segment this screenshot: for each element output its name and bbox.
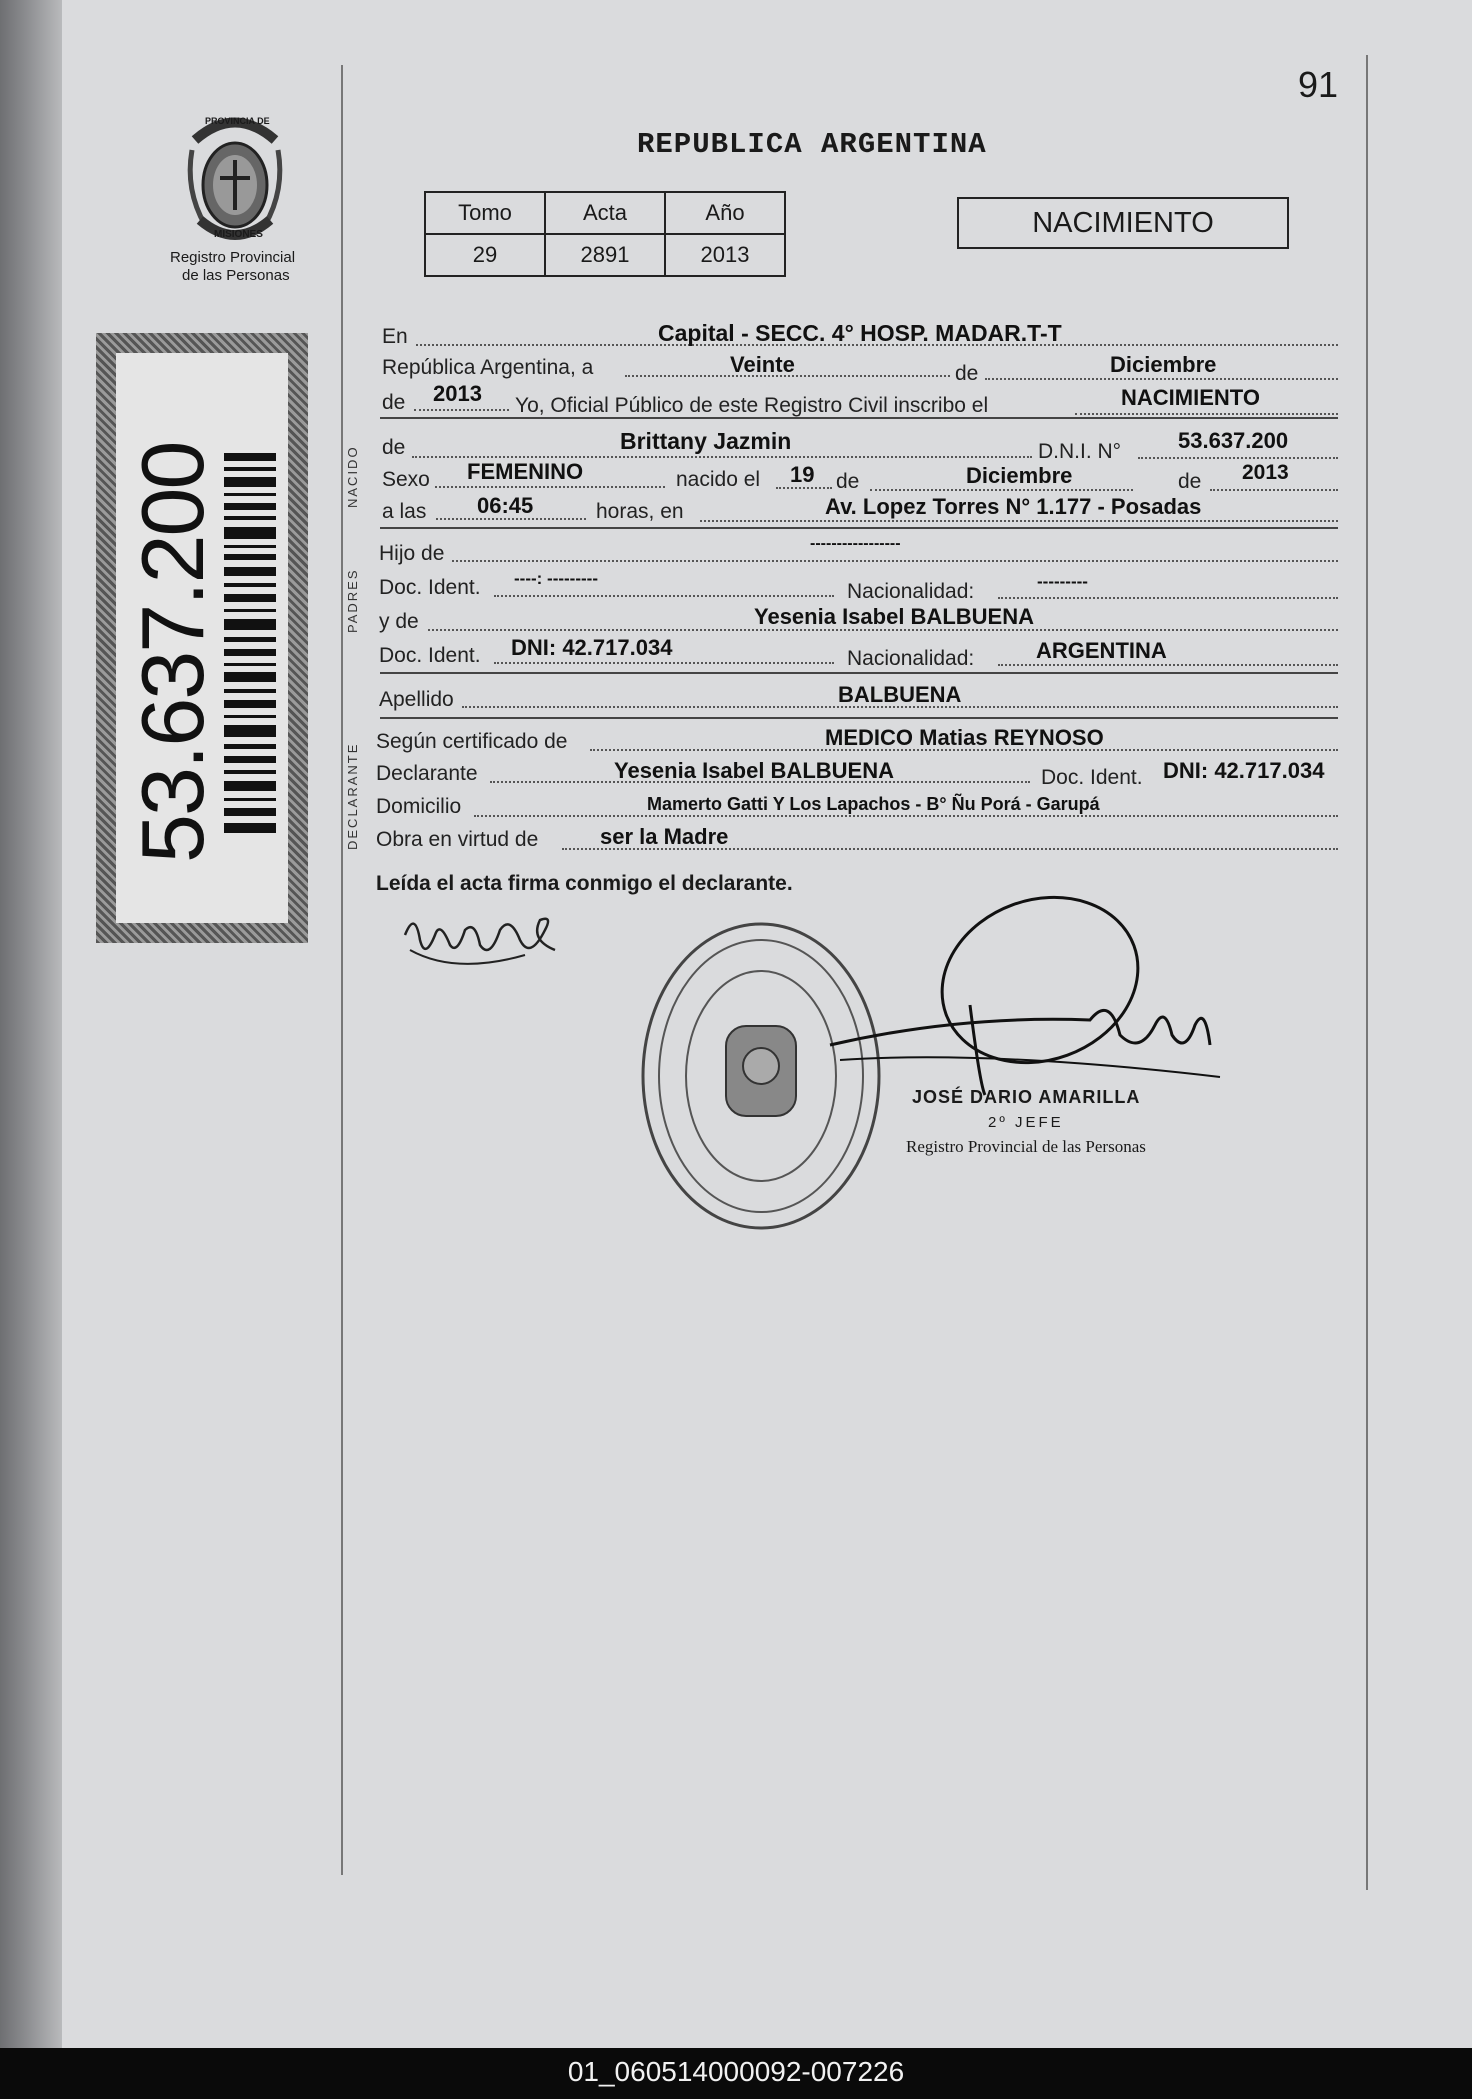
nac1-label: Nacionalidad: xyxy=(847,580,975,603)
scan-caption-bar xyxy=(0,2048,1472,2099)
address-dots xyxy=(700,520,1338,522)
logo-text-bottom: MISIONES xyxy=(214,229,263,240)
father-dots xyxy=(452,560,1338,562)
declarant-signature xyxy=(395,900,565,980)
barcode-panel xyxy=(96,333,308,943)
decl-value: Yesenia Isabel BALBUENA xyxy=(614,758,894,783)
side-label-declarante: DECLARANTE xyxy=(345,742,360,850)
nac1-dots xyxy=(998,597,1338,599)
child-dni: 53.637.200 xyxy=(1178,428,1289,453)
anio-header: Año xyxy=(665,192,785,234)
side-label-padres: PADRES xyxy=(345,568,360,633)
barcode-number: 53.637.200 xyxy=(123,442,222,863)
registry-caption-line1: Registro Provincial xyxy=(170,249,296,266)
act-inscribed: NACIMIENTO xyxy=(1121,385,1260,410)
nacido-de-label: de xyxy=(382,436,406,459)
file-caption: 01_060514000092-007226 xyxy=(567,2056,905,2087)
father-name: ----------------- xyxy=(810,535,901,552)
birth-month-dots xyxy=(870,489,1133,491)
closing-statement: Leída el acta firma conmigo el declarante. xyxy=(376,872,793,895)
nacido-de-label-3: de xyxy=(1178,470,1202,493)
dni-dots xyxy=(1138,457,1338,459)
sexo-value: FEMENINO xyxy=(467,459,584,484)
doc2-label: Doc. Ident. xyxy=(379,644,481,667)
nac2-label: Nacionalidad: xyxy=(847,647,975,670)
birth-address: Av. Lopez Torres N° 1.177 - Posadas xyxy=(825,494,1202,519)
logo-text-top: PROVINCIA DE xyxy=(205,116,270,126)
cert-label: Según certificado de xyxy=(376,730,568,753)
page-edge-shadow xyxy=(0,0,62,2048)
reference-table xyxy=(424,191,786,277)
anio-value: 2013 xyxy=(665,234,785,276)
tomo-header: Tomo xyxy=(425,192,545,234)
dom-value: Mamerto Gatti Y Los Lapachos - B° Ñu Porá - Garupá xyxy=(647,794,1100,814)
dom-dots xyxy=(474,815,1338,817)
apellido-value: BALBUENA xyxy=(838,682,962,707)
mother-name: Yesenia Isabel BALBUENA xyxy=(754,604,1034,629)
de-label-2: de xyxy=(382,391,406,414)
officer-title: 2º JEFE xyxy=(988,1114,1064,1131)
obra-label: Obra en virtud de xyxy=(376,828,539,851)
statement: Yo, Oficial Público de este Registro Civil inscribo el xyxy=(515,394,989,417)
father-doc: ----: --------- xyxy=(514,569,598,588)
decl-label: Declarante xyxy=(376,762,478,785)
de-label-1: de xyxy=(955,362,979,385)
apellido-label: Apellido xyxy=(379,688,454,711)
year: 2013 xyxy=(433,381,482,406)
acta-value: 2891 xyxy=(545,234,665,276)
birth-month: Diciembre xyxy=(966,463,1073,488)
nacido-el-label: nacido el xyxy=(676,468,761,491)
country-heading: REPUBLICA ARGENTINA xyxy=(637,128,987,161)
alas-label: a las xyxy=(382,500,427,523)
en-label: En xyxy=(382,325,408,348)
decl-doc-label: Doc. Ident. xyxy=(1041,766,1143,789)
registry-caption-line2: de las Personas xyxy=(182,267,290,284)
divider-2 xyxy=(380,527,1338,529)
year-dots xyxy=(414,409,509,411)
father-nationality: --------- xyxy=(1037,572,1088,591)
side-label-nacido: NACIDO xyxy=(345,445,360,508)
act-dots xyxy=(1075,413,1338,415)
obra-value: ser la Madre xyxy=(600,824,729,849)
divider-4 xyxy=(380,717,1338,719)
birth-year-dots xyxy=(1210,489,1338,491)
right-margin-rule xyxy=(1366,55,1368,1890)
divider-1 xyxy=(380,417,1338,419)
page-number: 91 xyxy=(1298,64,1339,105)
nac2-dots xyxy=(998,664,1338,666)
yde-label: y de xyxy=(379,610,419,633)
officer-name: JOSÉ DARIO AMARILLA xyxy=(912,1087,1141,1107)
hijo-de-label: Hijo de xyxy=(379,542,445,565)
tomo-value: 29 xyxy=(425,234,545,276)
act-type-box: NACIMIENTO xyxy=(957,197,1289,249)
month-dots xyxy=(985,378,1338,380)
cert-value: MEDICO Matias REYNOSO xyxy=(825,725,1104,750)
acta-header: Acta xyxy=(545,192,665,234)
left-margin-rule xyxy=(341,65,343,1875)
doc1-dots xyxy=(494,595,834,597)
month: Diciembre xyxy=(1110,352,1217,377)
birth-time: 06:45 xyxy=(477,493,534,518)
mother-doc: DNI: 42.717.034 xyxy=(511,635,673,660)
name-dots xyxy=(412,456,1032,458)
decl-doc-value: DNI: 42.717.034 xyxy=(1163,758,1325,783)
officer-office: Registro Provincial de las Personas xyxy=(906,1137,1146,1156)
child-name: Brittany Jazmin xyxy=(620,428,792,454)
republica-label: República Argentina, a xyxy=(382,356,594,379)
doc2-dots xyxy=(494,662,834,664)
birth-place: Capital - SECC. 4° HOSP. MADAR.T-T xyxy=(658,320,1062,346)
sexo-dots xyxy=(435,486,665,488)
doc1-label: Doc. Ident. xyxy=(379,576,481,599)
day-words: Veinte xyxy=(730,352,795,377)
mother-nationality: ARGENTINA xyxy=(1036,638,1167,663)
nacido-de-label-2: de xyxy=(836,470,860,493)
sexo-label: Sexo xyxy=(382,468,430,491)
barcode-icon xyxy=(224,453,276,833)
birth-day: 19 xyxy=(790,462,815,487)
birth-year: 2013 xyxy=(1242,461,1289,484)
dom-label: Domicilio xyxy=(376,795,462,818)
horas-label: horas, en xyxy=(596,500,684,523)
dni-label: D.N.I. N° xyxy=(1038,440,1122,463)
divider-3 xyxy=(380,672,1338,674)
